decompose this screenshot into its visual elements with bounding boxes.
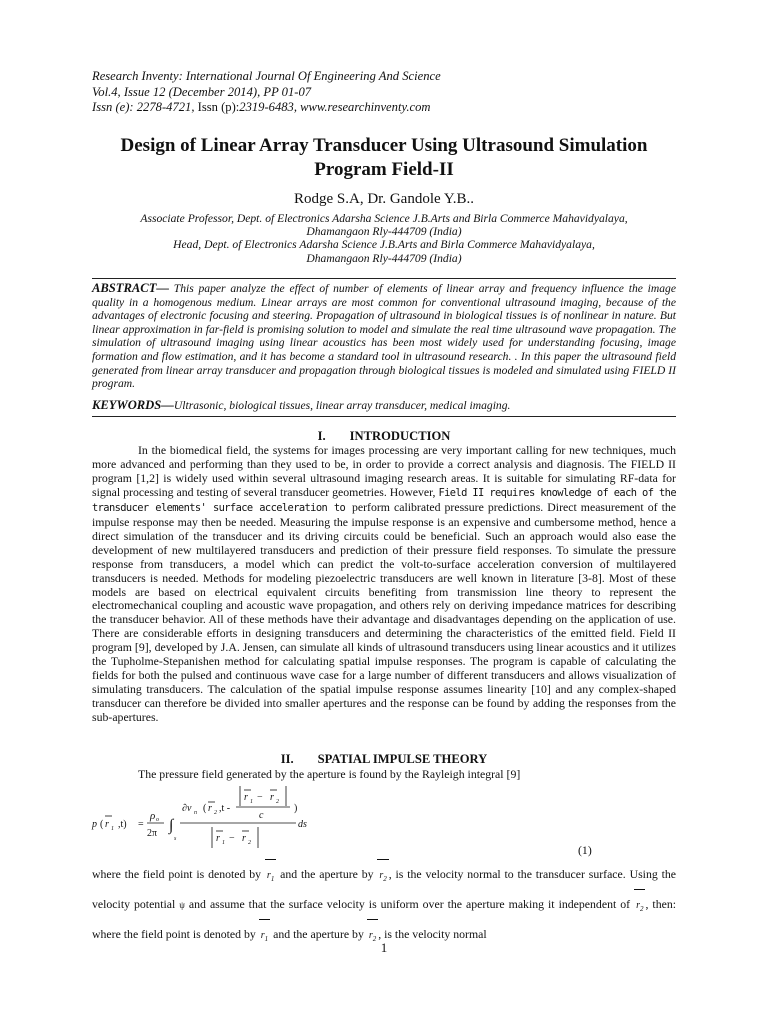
eq-c: c xyxy=(259,810,264,821)
keywords-label: KEYWORDS— xyxy=(92,398,174,412)
intro-text-rest: perform calibrated pressure predictions. Direct measurement of the impulse response may then be needed. Measuring the impulse response is an expensive and cumbersome method, hence a direct simulation of the transducer and its driving circuits could be beneficial. Such an approach would also ease the development of new multilayered transducers and prediction of their pressure field responses. To simulate the pressure response from transducers, a model which can predict the volt-to-surface acceleration conversion of multilayered transducers is needed. Methods for modeling piezoelectric transducers are well known in literature [3-8]. Most of these models are based on electrical equivalent circuits benefiting from transmission line theory to represent the electromechanical coupling and acoustic wave propagation, and others rely on deriving impedance matrices for describing the transducer behavior. All of these methods have their advantage and disadvantages depending on the application of use. There are considerable efforts in designing transducers and determining the characteristics of the emitted field. Field II program [9], developed by J.A. Jensen, can simulate all kinds of ultrasound transducers using linear acoustics and it utilizes the Tupholme-Stepanishen method for calculating spatial impulse responses. The program is capable of calculating the fields for both the pulsed and continuous wave case for a large number of different transducers and allows visualization of simulating transducers. The calculation of the spatial impulse response assumes linearity [10] and any complex-shaped transducer can therefore be divided into smaller apertures and the response can be found by adding the responses from the sub-apertures. xyxy=(92,499,676,725)
eq-r2: r xyxy=(208,803,212,814)
abstract-text: This paper analyze the effect of number of elements of linear array and frequency influence the image quality in a homogenous medium. Linear arrays are most common for conventional ultrasound imaging, because of the advantages of electronic focusing and steering. Propagation of ultrasound in biological tissues is of nonlinear in nature. But linear approximation in far-field is promising solution to model and simulate the real time ultrasound wave propagation. The simulation of ultrasound imaging using linear acoustics has been most widely used for understanding focusing, image formation and flow estimation, and it has become a standard tool in ultrasound research. . In this paper the ultrasound field generated from linear array transducer and propagation through biological tissues is modeled and simulated using FIELD II program. xyxy=(92,282,676,391)
text-fragment: and the aperture by xyxy=(273,927,364,941)
title-line-2: Program Field-II xyxy=(314,159,454,180)
eq-r1: r xyxy=(105,819,109,830)
rayleigh-integral-equation xyxy=(90,784,420,858)
author-list: Rodge S.A, Dr. Gandole Y.B.. xyxy=(294,191,474,207)
eq-r1-sub: 1 xyxy=(111,826,114,832)
text-fragment: , is the velocity normal xyxy=(378,927,487,941)
abstract xyxy=(92,282,676,391)
symbol-psi: ψ xyxy=(179,900,185,910)
paper-title xyxy=(60,134,708,182)
eq-den-r2-sub: 2 xyxy=(248,840,251,846)
affiliation-line: Dhamangaon Rly-444709 (India) xyxy=(306,251,462,265)
eq-open-paren: ( xyxy=(100,819,104,830)
eq-two-pi: 2π xyxy=(147,828,158,839)
section-heading-introduction xyxy=(92,429,676,444)
eq-integral-sign: ∫ xyxy=(169,817,174,834)
affiliations xyxy=(80,212,688,265)
eq-den-r1-sub: 1 xyxy=(222,840,225,846)
text-fragment: where the field point is denoted by xyxy=(92,867,262,881)
eq-den-minus: − xyxy=(229,833,235,844)
keywords xyxy=(92,398,676,413)
issn-electronic: Issn (e): 2278-4721, xyxy=(92,100,198,114)
keywords-text: Ultrasonic, biological tissues, linear array transducer, medical imaging. xyxy=(173,399,511,412)
journal-name: Research Inventy: International Journal Of Engineering And Science xyxy=(92,69,441,83)
symbol-r2: $r_2$ xyxy=(377,863,388,892)
issn-print-label: Issn (p): xyxy=(197,100,240,114)
eq-r2-sub: 2 xyxy=(214,810,217,816)
section-title: SPATIAL IMPULSE THEORY xyxy=(317,752,488,766)
section-number: I. xyxy=(317,429,326,443)
title-line-1: Design of Linear Array Transducer Using Ultrasound Simulation xyxy=(120,135,648,156)
journal-header xyxy=(92,69,441,116)
text-fragment: and assume that the surface velocity is uniform over the aperture making it xyxy=(188,897,555,911)
section-heading-spatial-impulse xyxy=(92,752,676,767)
affiliation-line: Head, Dept. of Electronics Adarsha Science J.B.Arts and Birla Commerce Mahavidyalaya, xyxy=(173,238,595,252)
abstract-label: ABSTRACT— xyxy=(92,281,169,295)
equation-number: (1) xyxy=(578,843,592,857)
symbol-r2: $r_2$ xyxy=(634,893,645,922)
eq-integral-sub: s xyxy=(174,836,177,842)
eq-den-r1: r xyxy=(216,833,220,844)
symbol-r1: $r_1$ xyxy=(265,863,276,892)
journal-volume: Vol.4, Issue 12 (December 2014), PP 01-07 xyxy=(92,84,312,99)
eq-equals: = xyxy=(138,819,144,830)
page-number: 1 xyxy=(380,940,388,955)
eq-open-paren-2: ( xyxy=(203,803,207,814)
intro-text-start: In the biomedical field, the systems for images processing are very important calling for new techniques, much more advanced and performing than they used to be, in order to provide a correct analysis and diagnosis. The FIELD II program [1,2] is widely used within several ultrasound imaging research areas. It is suitable for simulating RF-data for signal processing and testing of several transducer geometries. However, xyxy=(92,443,676,499)
eq-den-r2: r xyxy=(242,833,246,844)
intro-text-typewriter: Field II requires knowledge of each of the transducer elements' surface acceleration to xyxy=(92,486,676,514)
spatial-impulse-paragraph xyxy=(92,862,676,952)
eq-rho-sub: o xyxy=(156,817,159,823)
symbol-r1: $r_1$ xyxy=(259,923,270,952)
journal-issn xyxy=(92,100,441,116)
eq-rho: ρ xyxy=(150,810,156,822)
introduction-paragraph xyxy=(92,444,676,725)
text-fragment: and the aperture by xyxy=(280,867,374,881)
abstract-top-rule xyxy=(92,278,676,279)
affiliation-line: Dhamangaon Rly-444709 (India) xyxy=(306,225,462,239)
eq-abs-minus: − xyxy=(257,792,263,803)
eq-v-sub: n xyxy=(194,810,197,816)
eq-t-minus: ,t - xyxy=(219,803,231,814)
affiliation-line: Associate Professor, Dept. of Electronics Adarsha Science J.B.Arts and Birla Commerce Mahavidyalaya, xyxy=(140,212,628,225)
eq-p: p xyxy=(92,819,97,830)
issn-print-rest: 2319-6483, www.researchinventy.com xyxy=(239,100,431,114)
text-fragment: , then: where the field point is denoted by xyxy=(92,897,677,941)
text-fragment: , is the velocity normal to the transducer surface. xyxy=(388,867,626,881)
eq-abs-r1: r xyxy=(244,792,248,803)
text-fragment: independent of xyxy=(558,897,631,911)
eq-partial-v: ∂v xyxy=(182,803,192,814)
eq-abs-r2-sub: 2 xyxy=(276,799,279,805)
eq-abs-r2: r xyxy=(270,792,274,803)
eq-close-paren: ) xyxy=(294,803,298,814)
eq-abs-r1-sub: 1 xyxy=(250,799,253,805)
section-number: II. xyxy=(280,752,294,766)
rayleigh-lead-text: The pressure field generated by the aperture is found by the Rayleigh integral [9] xyxy=(138,767,521,781)
symbol-r2: $r_2$ xyxy=(367,923,378,952)
eq-t: ,t) xyxy=(118,819,127,830)
section-title: INTRODUCTION xyxy=(349,429,451,443)
text-fragment: Using the velocity potential xyxy=(92,867,676,911)
eq-ds: ds xyxy=(298,819,307,830)
keywords-bottom-rule xyxy=(92,416,676,417)
